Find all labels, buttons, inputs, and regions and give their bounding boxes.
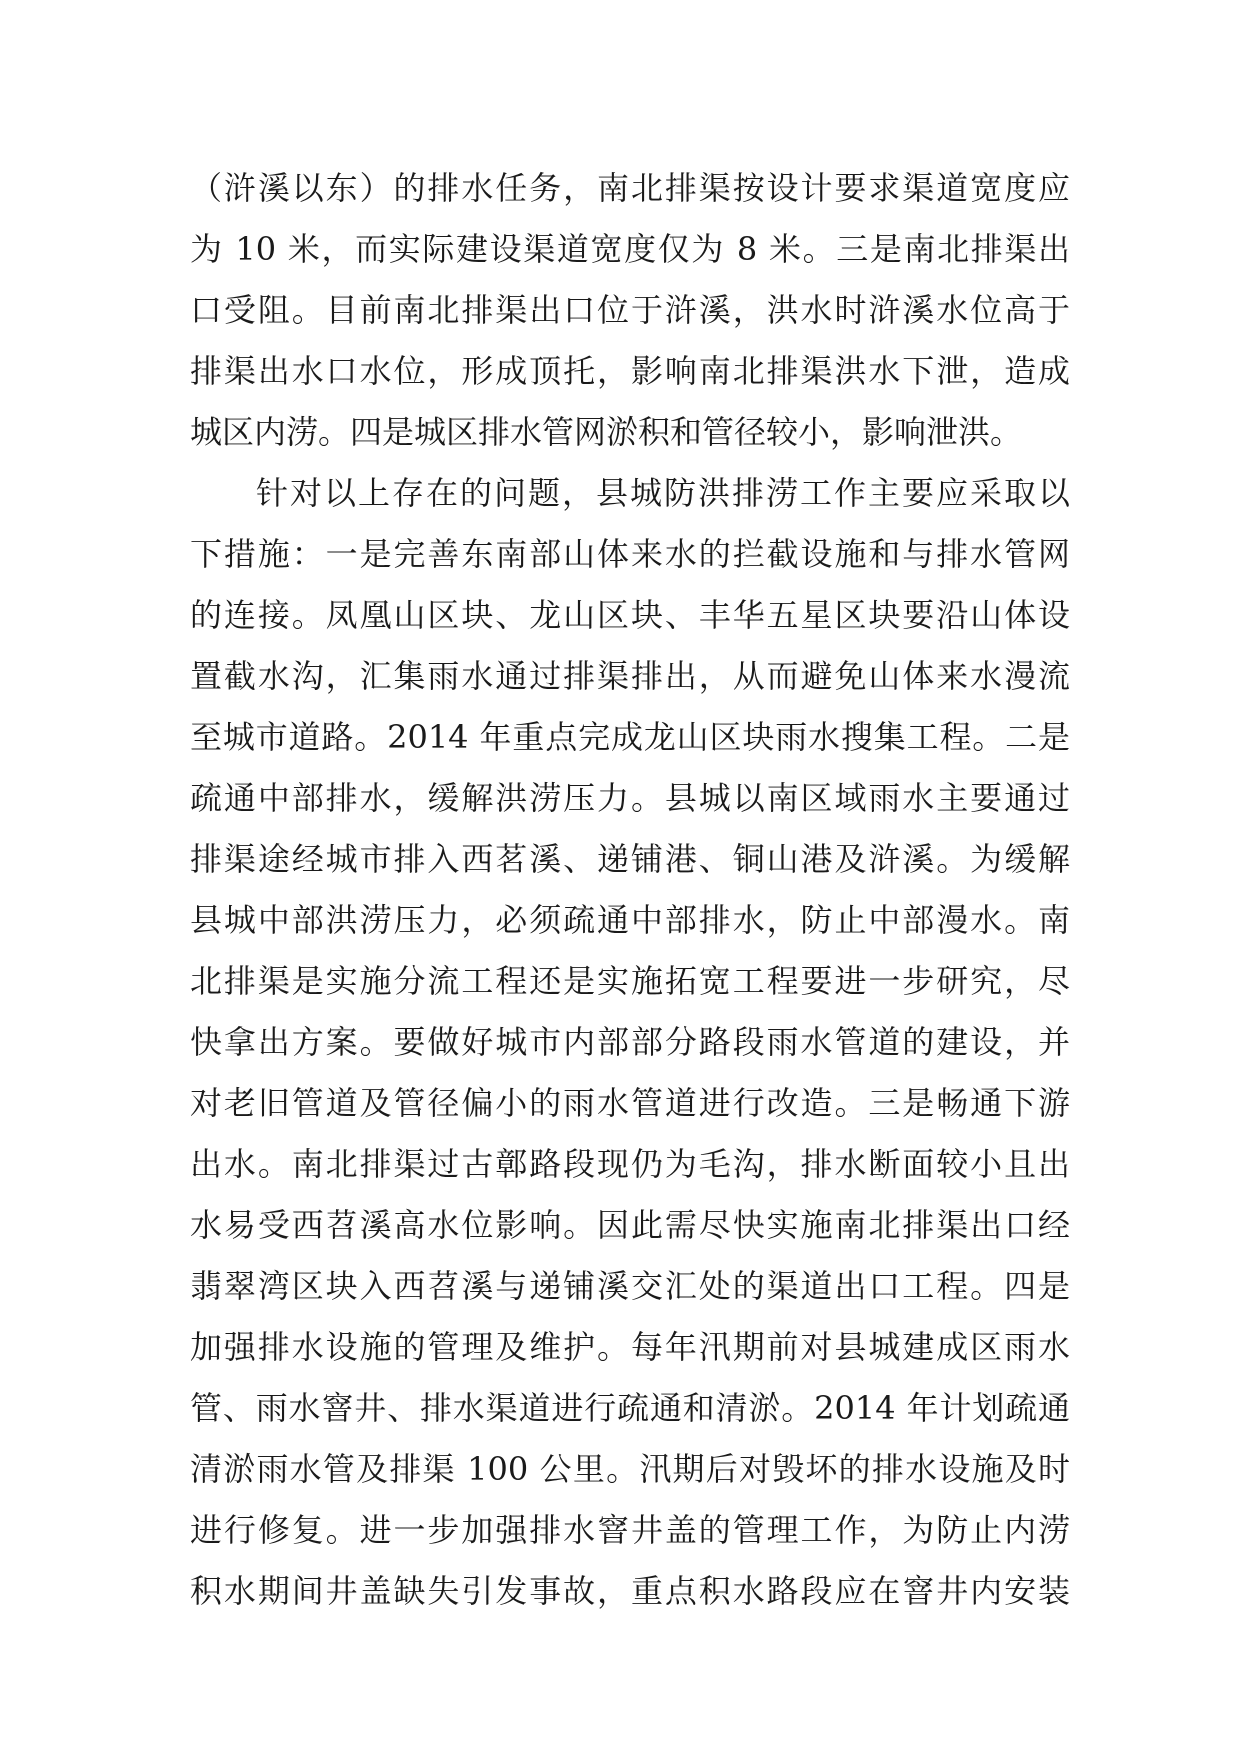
text-line: 置截水沟，汇集雨水通过排渠排出，从而避免山体来水漫流	[190, 657, 1070, 695]
text-line: 至城市道路。2014 年重点完成龙山区块雨水搜集工程。二是	[190, 718, 1070, 756]
text-line: 进行修复。进一步加强排水窨井盖的管理工作，为防止内涝	[190, 1511, 1070, 1549]
text-line: 疏通中部排水，缓解洪涝压力。县城以南区域雨水主要通过	[190, 779, 1070, 817]
text-line: 积水期间井盖缺失引发事故，重点积水路段应在窨井内安装	[190, 1572, 1070, 1610]
text-line: 下措施：一是完善东南部山体来水的拦截设施和与排水管网	[190, 535, 1070, 573]
text-line: （浒溪以东）的排水任务，南北排渠按设计要求渠道宽度应	[190, 169, 1070, 207]
text-line: 出水。南北排渠过古鄣路段现仍为毛沟，排水断面较小且出	[190, 1145, 1070, 1183]
body-text	[190, 158, 1070, 1622]
text-line: 为 10 米，而实际建设渠道宽度仅为 8 米。三是南北排渠出	[190, 230, 1070, 268]
text-line: 对老旧管道及管径偏小的雨水管道进行改造。三是畅通下游	[190, 1084, 1070, 1122]
text-line: 排渠途经城市排入西茗溪、递铺港、铜山港及浒溪。为缓解	[190, 840, 1070, 878]
paragraph-first-line: 针对以上存在的问题，县城防洪排涝工作主要应采取以	[256, 474, 1070, 512]
text-line: 的连接。凤凰山区块、龙山区块、丰华五星区块要沿山体设	[190, 596, 1070, 634]
text-line: 口受阻。目前南北排渠出口位于浒溪，洪水时浒溪水位高于	[190, 291, 1070, 329]
text-line: 排渠出水口水位，形成顶托，影响南北排渠洪水下泄，造成	[190, 352, 1070, 390]
text-line: 水易受西苕溪高水位影响。因此需尽快实施南北排渠出口经	[190, 1206, 1070, 1244]
text-line: 北排渠是实施分流工程还是实施拓宽工程要进一步研究，尽	[190, 962, 1070, 1000]
text-line: 快拿出方案。要做好城市内部部分路段雨水管道的建设，并	[190, 1023, 1070, 1061]
text-line: 县城中部洪涝压力，必须疏通中部排水，防止中部漫水。南	[190, 901, 1070, 939]
text-line: 翡翠湾区块入西苕溪与递铺溪交汇处的渠道出口工程。四是	[190, 1267, 1070, 1305]
text-line: 加强排水设施的管理及维护。每年汛期前对县城建成区雨水	[190, 1328, 1070, 1366]
text-line: 管、雨水窨井、排水渠道进行疏通和清淤。2014 年计划疏通	[190, 1389, 1070, 1427]
text-line: 清淤雨水管及排渠 100 公里。汛期后对毁坏的排水设施及时	[190, 1450, 1070, 1488]
text-line: 城区内涝。四是城区排水管网淤积和管径较小，影响泄洪。	[190, 413, 1023, 451]
